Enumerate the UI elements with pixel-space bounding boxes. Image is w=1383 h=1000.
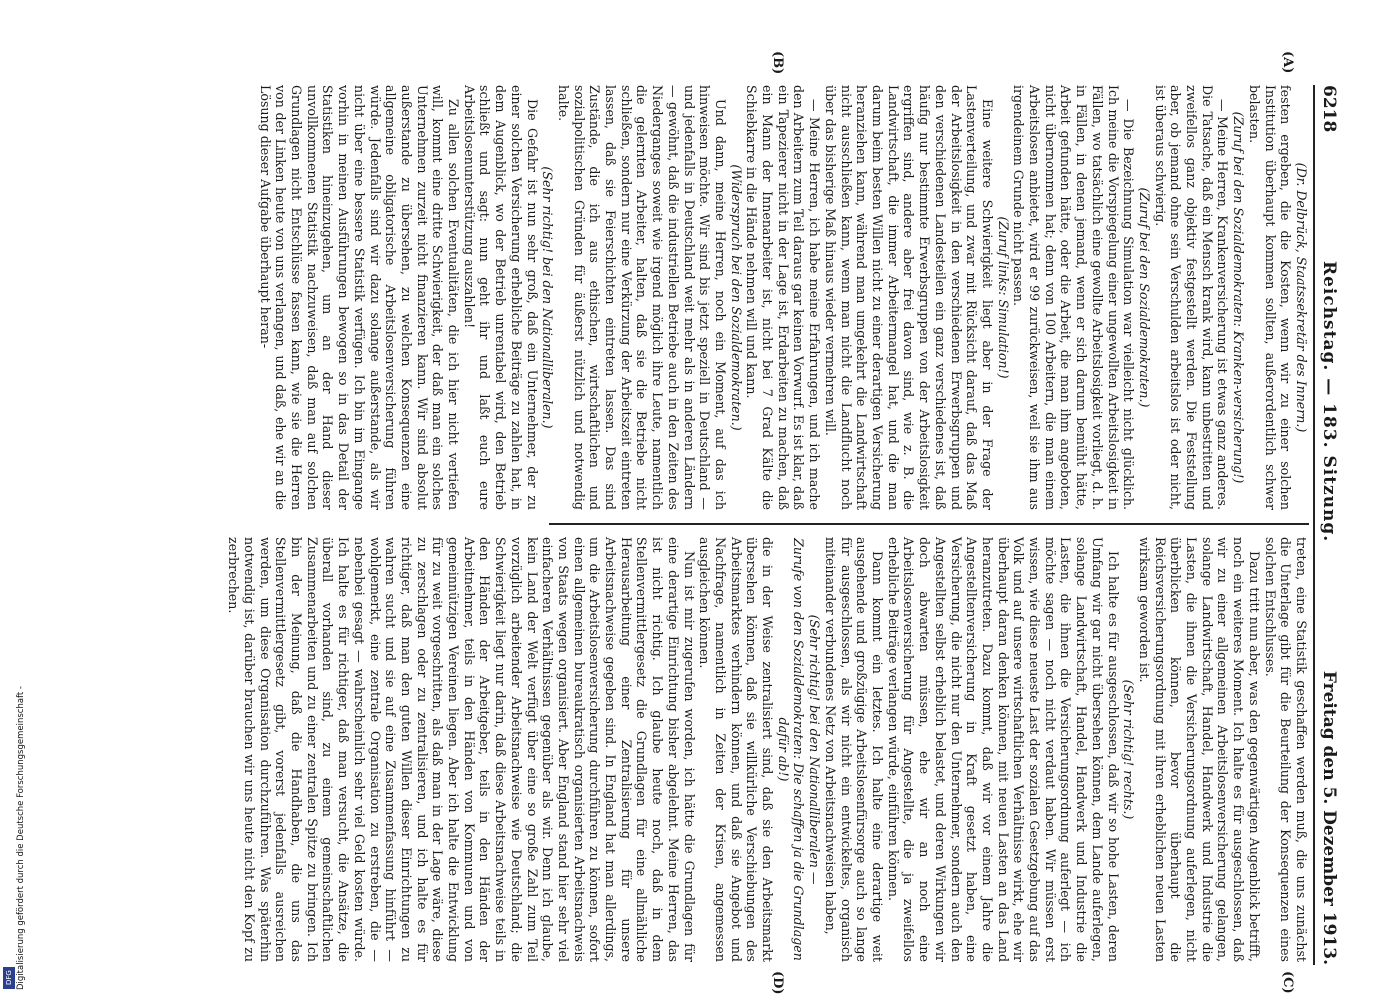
paragraph: die in der Weise zentralisiert sind, daß sie den Arbeitsmarkt übersehen können, daß sie willkürliche Verschiebungen des Arbeitsmarktes verhindern können, und daß sie Angebot und Nachfrage, namentlich in Zeiten der Krisen, angemessen ausgleichen können. — [697, 537, 776, 962]
header-rule — [1313, 85, 1315, 965]
interjection: (Zuruf bei den Sozialdemokraten.) — [1136, 187, 1152, 408]
paragraph: Und dann, meine Herren, noch ein Moment, auf das ich hinweisen möchte. Wir sind bis jetzt speziell in Deutschland — und jedenfalls in Deutschland weit mehr als in anderen Ländern — gewöhnt, daß die industriellen Betriebe auch in den Zeiten des Niederganges soweit wie irgend möglich ihre Leute, namentlich die gelernten Arbeiter, halten, daß sie die Betriebe nicht schließen, sondern nur eine Verkürzung der Arbeitszeit eintreten lassen, daß sie Feierschichten eintreten lassen. Das sind Zustände, die ich aus ethischen, wirtschaftlichen und sozialpolitischen Gründen für äußerst nützlich und notwendig halte. — [555, 85, 728, 510]
interjection: (Zuruf links: Simulation!) — [995, 216, 1011, 379]
column-rule — [549, 523, 1309, 525]
paragraph: Zu allen solchen Eventualitäten, die ich hier nicht vertiefen will, kommt eine dritte Schwierigkeit, der daß man ein solches Unternehmen zurzeit nicht finanzieren kann. Wir sind absolut außerstande zu übersehen, zu welchen Konsequenzen eine allgemeine obligatorische Arbeitslosenversicherung führen würde. Jedenfalls sind wir dazu solange außerstande, als wir nicht über eine bessere Statistik verfügen. Ich bin im Eingange vorhin in meinen Ausführungen bewogen so in das Detail der Statistiken hineinzugehen, um an der Hand dieser unvollkommenen Statistik nachzuweisen, daß man auf solchen Grundlagen nicht Entschlüsse fassen kann, wie sie die Herren von der Linken heute von uns verlangen, und daß, ehe wir an die Lösung dieser Aufgabe überhaupt heran- — [257, 85, 462, 510]
left-column — [257, 85, 1309, 510]
newspaper-page — [105, 51, 1345, 995]
right-column — [225, 537, 1309, 962]
margin-marker-c: (C) — [1280, 971, 1295, 994]
paragraph: festen ergeben, die die Kosten, wenn wir zu einer solchen Institution überhaupt kommen sollten, außerordentlich schwer belasten. — [1246, 85, 1294, 510]
margin-marker-a: (A) — [1280, 51, 1295, 74]
interjection: (Sehr richtig! bei den Nationalliberalen.) — [540, 166, 556, 429]
paragraph: Dazu tritt nun aber, was den gegenwärtigen Augenblick betrifft, noch ein weiteres Moment. Ich halte es für ausgeschlossen, daß wir zu einer allgemeinen Arbeitslosenversicherung gelangen, solange Landwirtschaft, Handel, Handwerk und Industrie die Lasten, die ihnen die Versicherungsordnung auferlegen, nicht überblicken können, bevor überhaupt die Reichsversicherungsordnung mit ihren erheblichen neuen Lasten wirksam geworden ist. — [1136, 537, 1262, 962]
paragraph: treten, eine Statistik geschaffen werden muß, die uns zunächst die Unterlage gibt für die Beurteilung der Konsequenzen eines solchen Entschlusses. — [1262, 537, 1309, 962]
paragraph: — Meine Herren, ich habe meine Erfahrungen, und ich mache den Arbeitern zum Teil daraus gar keinen Vorwurf. Es ist klar, daß ein Tapezierer nicht in der Lage ist, Erdarbeiten zu machen, daß ein Mann der Innenarbeiter ist, nicht bei 7 Grad Kälte die Schiebkarre in die Hände nehmen will und kann. — [744, 85, 823, 510]
paragraph: Dann kommt ein letztes. Ich halte eine derartige weit ausgehende und großzügige Arbeitslosenfürsorge auch so lange für ausgeschlossen, als wir nicht ein entwickeltes, organisch miteinander verbundenes Netz von Arbeitsnachweisen haben, — [822, 537, 886, 962]
dfg-logo: DFG — [3, 967, 15, 989]
interjection: (Zuruf bei den Sozialdemokraten: Kranken-versicherung!) — [1231, 111, 1247, 484]
publication-title: Reichstag. — 183. Sitzung. — [1319, 260, 1339, 543]
interjection: (Sehr richtig! rechts.) — [1121, 679, 1137, 820]
margin-marker-b: (B) — [770, 51, 785, 75]
paragraph: — Die Bezeichnung Simulation war vielleicht nicht glücklich. Ich meine die Vorspiegelung einer ungewollten Arbeitslosigkeit in Fällen, wo tatsächlich eine gewollte Arbeitslosigkeit vorliegt, d. h. in Fällen, in denen jemand, wenn er sich darum bemüht hätte, Arbeit gefunden hätte, oder die Arbeit, die man ihm angeboten, nicht übernommen hat; denn von 100 Arbeitern, die man einem Arbeitslosen anbietet, wird er 99 zurückweisen, weil sie ihm aus irgendeinem Grunde nicht passen. — [1011, 85, 1137, 510]
interjection: (Sehr richtig! bei den Nationalliberalen — — [807, 614, 823, 885]
paragraph: Eine weitere Schwierigkeit liegt aber in der Frage der Lastenverteilung, und zwar mit Rücksicht darauf, daß das Maß der Arbeitslosigkeit in den verschiedenen Erwerbsgruppen und den verschiedenen Landesteilen ein ganz verschiedenes ist, daß häufig nur bestimmte Erwerbsgruppen von der Arbeitslosigkeit ergriffen sind, andere aber frei davon sind, wie z. B. die Landwirtschaft, die immer Arbeitermangel hat, und die man darum beim besten Willen nicht zu einer derartigen Versicherung heranziehen kann, während man umgekehrt die Landwirtschaft nicht ausschließen kann, wenn man nicht die Landflucht noch über das bisherige Maß hinaus wieder vermehren will. — [822, 85, 995, 510]
issue-date: Freitag den 5. Dezember 1913. — [1319, 670, 1339, 965]
paragraph: Ich halte es für ausgeschlossen, daß wir so hohe Lasten, deren Umfang wir gar nicht übersehen können, dem Lande auferlegen, solange Landwirtschaft, Handel, Handwerk und Industrie die Lasten, die ihnen die Versicherungsordnung auferlegt — ich möchte sagen — noch nicht verdaut haben. Wir müssen erst wissen, wie diese neueste Last der sozialen Gesetzgebung auf das Volk und auf unsere wirtschaftlichen Verhältnisse wirkt, ehe wir überhaupt daran denken können, mit neuen Lasten an das Land heranzutreten. Dazu kommt, daß wir vor einem Jahre die Angestelltenversicherung in Kraft gesetzt haben, eine Versicherung, die nicht nur den Unternehmer, sondern auch den Angestellten selbst erheblich belastet, und deren Wirkungen wir doch abwarten müssen, ehe wir an noch eine Arbeitslosenversicherung für Angestellte, die ja zweifellos erhebliche Beiträge verlangen würde, einführen können. — [885, 537, 1121, 962]
page-number: 6218 — [1319, 85, 1339, 133]
interjection: (Widerspruch bei den Sozialdemokraten.) — [728, 164, 744, 431]
paragraph: Nun ist mir zugerufen worden, ich hätte die Grundlagen für eine derartige Einrichtung bisher abgelehnt. Meine Herren, das ist nicht richtig. Ich glaube heute noch, daß in dem Stellenvermittlergesetz die Grundlagen für eine allmähliche Herausarbeitung einer Zentralisierung für unsere Arbeitsnachweise gegeben sind. In England hat man allerdings, um die Arbeitslosenversicherung durchführen zu können, sofort einen allgemeinen bureaukratisch organisierten Arbeitsnachweis von Staats wegen organisiert. Aber England stand hier sehr viel einfacheren Verhältnissen gegenüber als wir. Denn ich glaube, kein Land der Welt verfügt über eine so große Zahl zum Teil vorzüglich arbeitender Arbeitsnachweise wie Deutschland; die Schwierigkeit liegt nur darin, daß diese Arbeitsnachweise teils in den Händen der Arbeitgeber, teils in den Händen der Arbeitnehmer, teils in den Händen von Kommunen und von gemeinnützigen Vereinen liegen. Aber ich halte die Entwicklung für zu weit vorgeschritten, als daß man in der Lage wäre, diese zu zerschlagen oder zu zentralisieren, und ich halte es für richtiger, daß man den guten Willen dieser Einrichtungen zu wahren sucht und sie auf eine Zusammenfassung hinführt — wohlgemerkt, eine zentrale Organisation zu erstreben, die — nebenbei gesagt — wahrscheinlich sehr viel Geld kosten würde. Ich halte es für richtiger, daß man versucht, die Ansätze, die überall vorhanden sind, zu einem gemeinschaftlichen Zusammenarbeiten und zu einer zentralen Spitze zu bringen. Ich bin der Meinung, daß die Handhaben, die uns das Stellenvermittlergesetz gibt, vorerst jedenfalls ausreichen werden, um diese Organisation durchzuführen. Was späterhin notwendig ist, darüber brauchen wir uns heute nicht den Kopf zu zerbrechen. — [226, 537, 697, 962]
digitization-credit: Digitalisierung gefördert durch die Deutsche Forschungsgemeinschaft - — [16, 686, 26, 990]
margin-marker-d: (D) — [770, 971, 785, 995]
page-header — [1319, 85, 1345, 965]
interjection: Zurufe von den Sozialdemokraten: Die schaffen ja die Grundlagen dafür ab!) — [775, 538, 807, 961]
speaker-line: (Dr. Delbrück, Staatssekretär des Innern.) — [1294, 162, 1309, 433]
paragraph: Die Gefahr ist nun sehr groß, daß ein Unternehmer, der zu einer solchen Versicherung erhebliche Beiträge zu zahlen hat, in dem Augenblick, wo der Betrieb unrentabel wird, den Betrieb schließt und sagt: nun geht ihr und laßt euch eure Arbeitslosenunterstützung auszahlen! — [461, 85, 540, 510]
paragraph: — Meine Herren, Krankenversicherung ist etwas ganz anderes. Die Tatsache, daß ein Mensch krank wird, kann unbestritten und zweifellos ganz objektiv festgestellt werden. Die Feststellung aber, ob jemand ohne sein Verschulden arbeitslos ist oder nicht, ist überaus schwierig. — [1152, 85, 1231, 510]
